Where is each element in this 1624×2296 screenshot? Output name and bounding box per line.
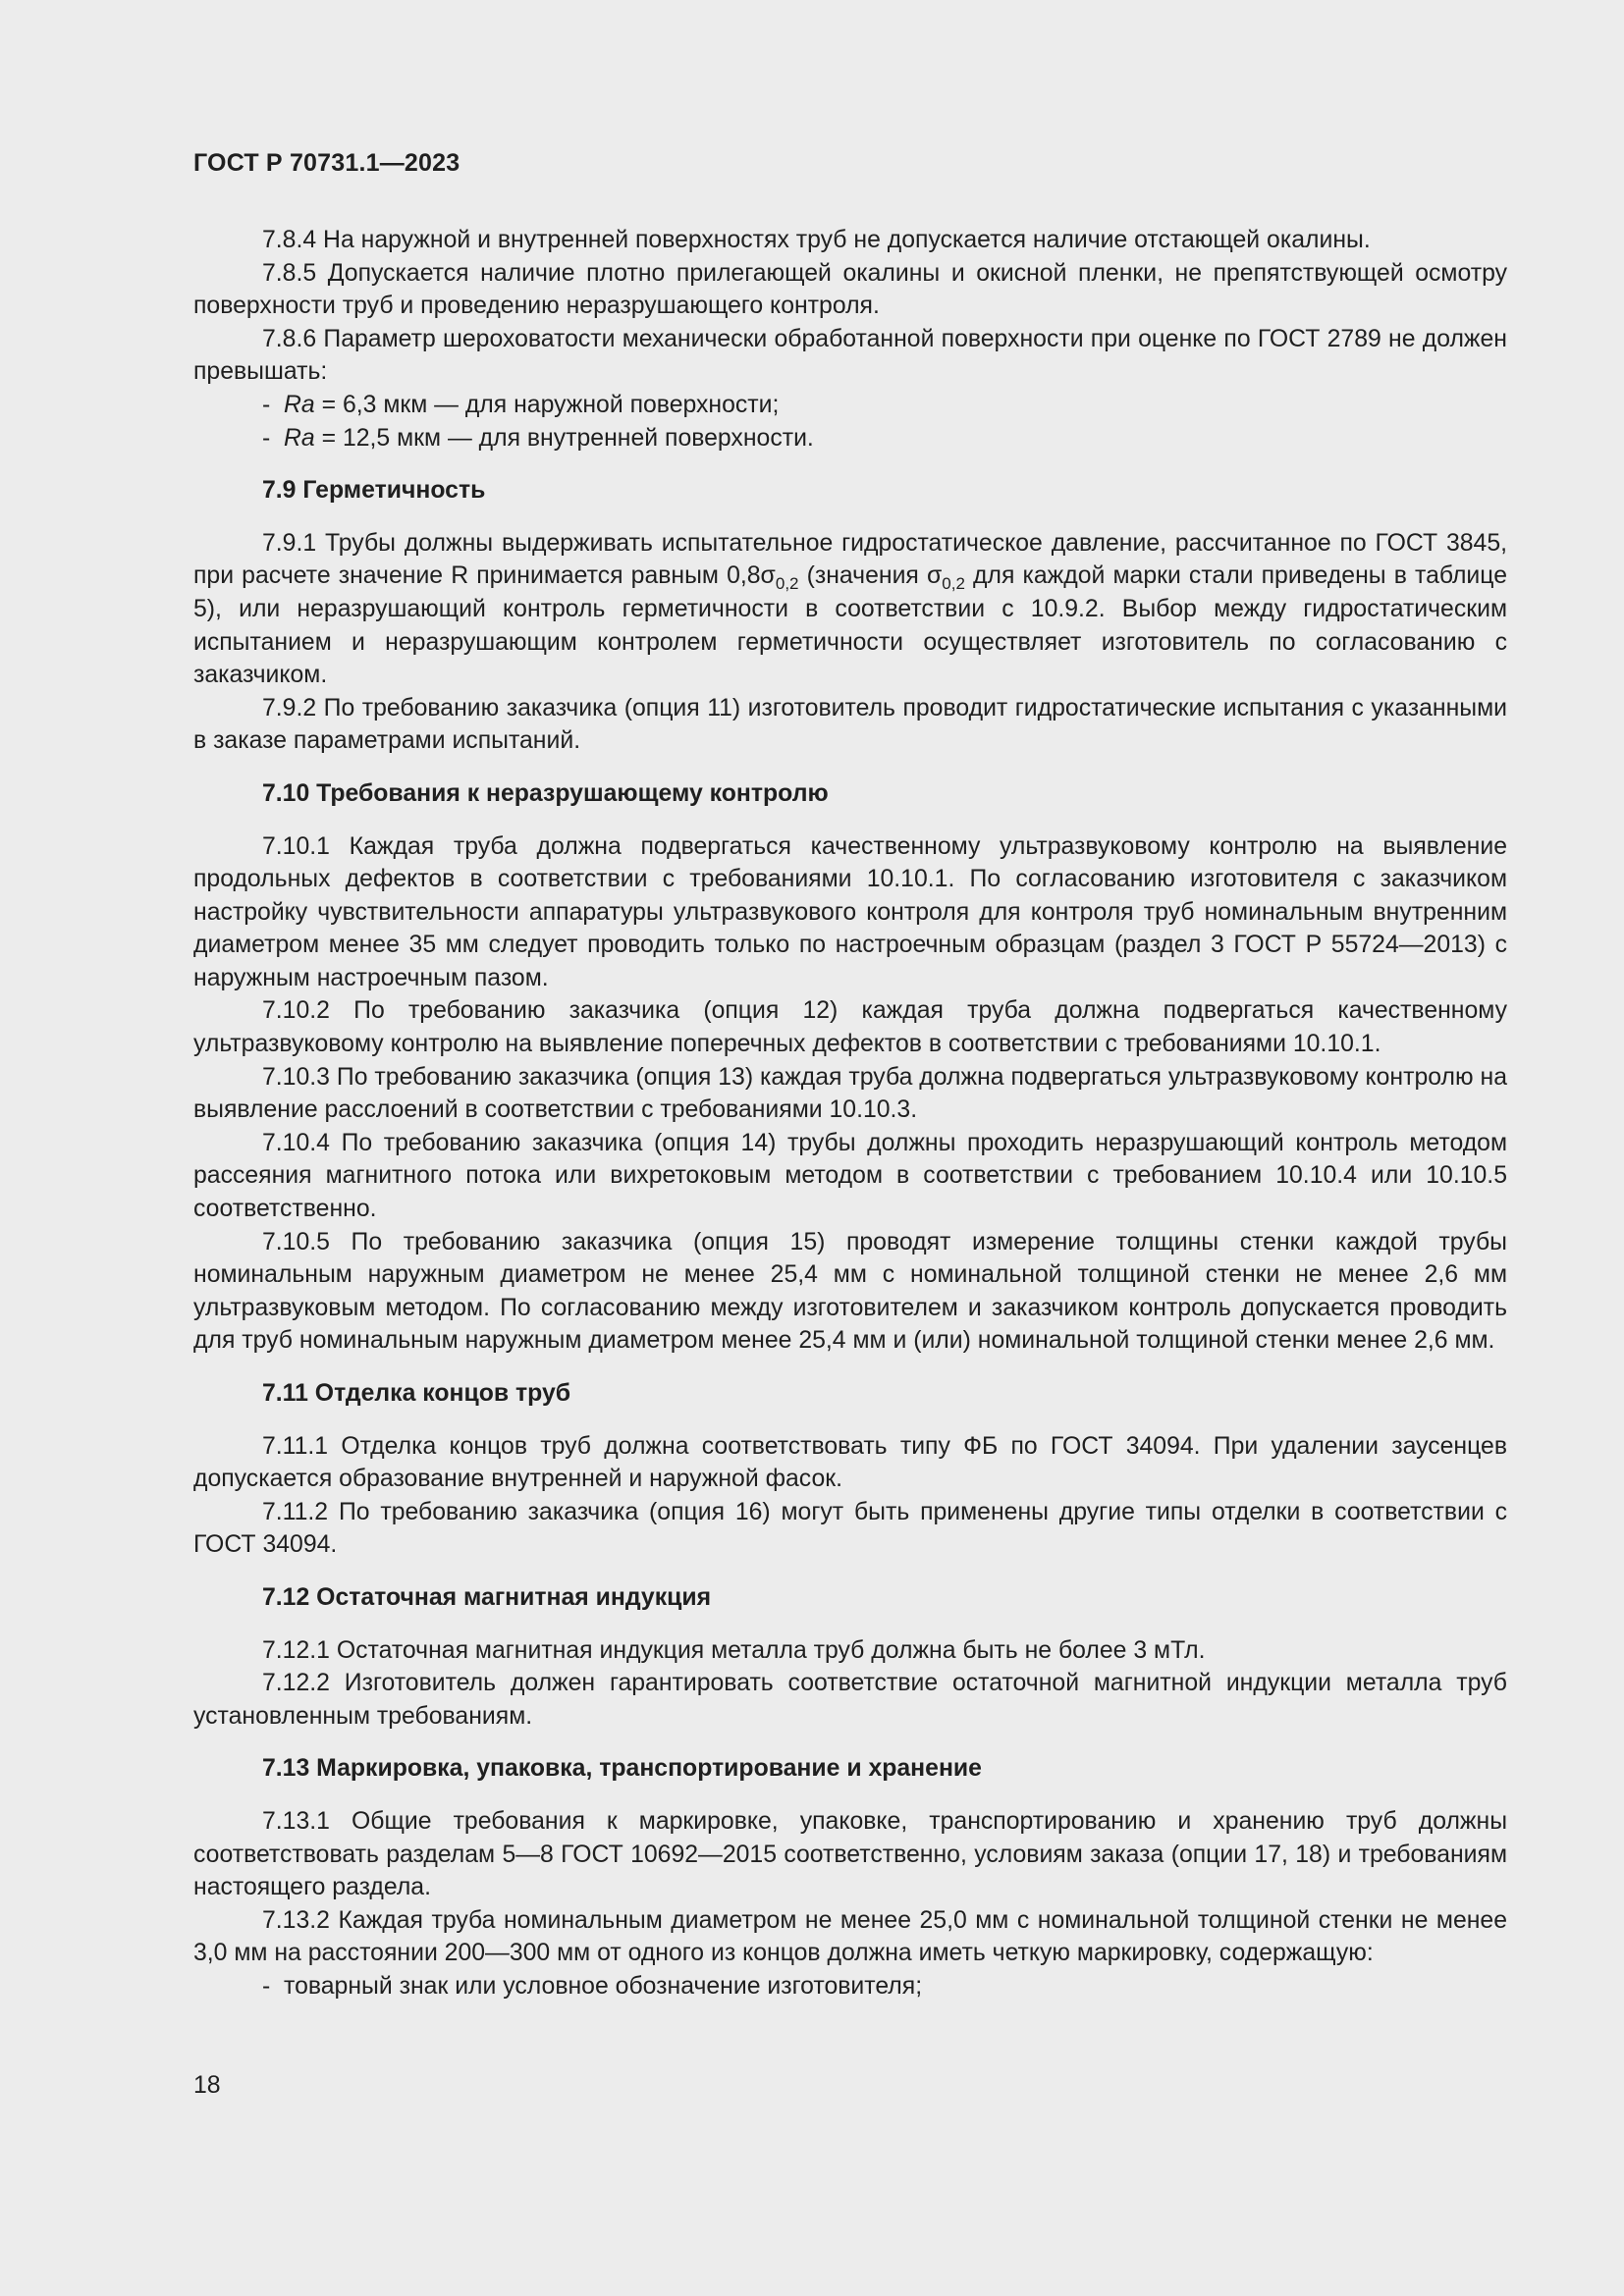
- paragraph-7-10-4: [193, 1127, 1507, 1226]
- document-body: [193, 224, 1507, 2003]
- list-item-text: товарный знак или условное обозначение изготовителя;: [284, 1972, 923, 2000]
- clause-number: 7.8.5: [262, 259, 317, 287]
- section-heading-7-9: 7.9 Герметичность: [262, 477, 486, 505]
- clause-number: 7.11.2: [262, 1498, 329, 1525]
- paragraph-7-10-2: [193, 994, 1507, 1060]
- clause-number: 7.12.1: [262, 1636, 330, 1664]
- document-id-header: ГОСТ Р 70731.1—2023: [193, 149, 460, 177]
- clause-number: 7.13.2: [262, 1906, 330, 1934]
- paragraph-7-9-1: [193, 527, 1507, 692]
- clause-text: Каждая труба номинальным диаметром не менее 25,0 мм с номинальной толщиной стенки не менее 3,0 мм на расстоянии 200—300 мм от одного из концов должна иметь четкую маркировку, содержащую:: [193, 1906, 1508, 1967]
- clause-text: Допускается наличие плотно прилегающей окалины и окисной пленки, не препятствующей осмотру поверхности труб и проведению неразрушающего контроля.: [193, 259, 1507, 320]
- section-heading-7-13: 7.13 Маркировка, упаковка, транспортирование и хранение: [262, 1755, 982, 1783]
- paragraph-7-12-1: [193, 1634, 1507, 1668]
- clause-number: 7.9.2: [262, 694, 317, 721]
- clause-number: 7.9.1: [262, 529, 317, 557]
- clause-number: 7.11.1: [262, 1432, 329, 1460]
- paragraph-7-8-5: [193, 257, 1507, 323]
- roughness-symbol: Ra: [284, 391, 315, 418]
- clause-text: По требованию заказчика (опция 14) трубы должны проходить неразрушающий контроль методом рассеяния магнитного потока или вихретоковым методом в соответствии с требованием 10.10.4 или 10.10.5 соответственно.: [193, 1129, 1508, 1223]
- clause-number: 7.10.3: [262, 1063, 330, 1091]
- paragraph-7-8-6: [193, 323, 1507, 389]
- list-item: - Ra = 6,3 мкм — для наружной поверхности;: [262, 391, 780, 418]
- clause-text: По требованию заказчика (опция 13) каждая труба должна подвергаться ультразвуковому контролю на выявление расслоений в соответствии с требованиями 10.10.3.: [193, 1063, 1507, 1124]
- paragraph-7-10-5: [193, 1226, 1507, 1358]
- clause-number: 7.10.4: [262, 1129, 330, 1156]
- clause-text: По требованию заказчика (опция 11) изготовитель проводит гидростатические испытания с указанными в заказе параметрами испытаний.: [193, 694, 1507, 755]
- subscript: 0,2: [942, 574, 965, 594]
- clause-text: Отделка концов труб должна соответствовать типу ФБ по ГОСТ 34094. При удалении заусенцев допускается образование внутренней и наружной фасок.: [193, 1432, 1508, 1493]
- list-item: - Ra = 12,5 мкм — для внутренней поверхности.: [262, 424, 814, 452]
- paragraph-7-11-1: [193, 1430, 1507, 1496]
- paragraph-7-8-4: [193, 224, 1507, 257]
- clause-text: По требованию заказчика (опция 16) могут быть применены другие типы отделки в соответствии с ГОСТ 34094.: [193, 1498, 1508, 1559]
- clause-text: Изготовитель должен гарантировать соответствие остаточной магнитной индукции металла труб установленным требованиям.: [193, 1670, 1507, 1730]
- clause-text: для каждой марки стали приведены в таблице 5), или неразрушающий контроль герметичности в соответствии с 10.9.2. Выбор между гидростатическим испытанием и неразрушающим контролем герметичности осуществляет изготовитель по согласованию с заказчиком.: [193, 562, 1507, 689]
- clause-text: По требованию заказчика (опция 15) проводят измерение толщины стенки каждой трубы номинальным наружным диаметром не менее 25,4 мм с номинальной толщиной стенки не менее 2,6 мм ультразвуковым методом. По согласованию между изготовителем и заказчиком контроль допускается проводить для труб номинальным наружным диаметром менее 25,4 мм и (или) номинальной толщиной стенки менее 2,6 мм.: [193, 1228, 1507, 1355]
- clause-text: Параметр шероховатости механически обработанной поверхности при оценке по ГОСТ 2789 не должен превышать:: [193, 325, 1507, 386]
- paragraph-7-9-2: [193, 692, 1507, 758]
- clause-text: Общие требования к маркировке, упаковке, транспортированию и хранению труб должны соответствовать разделам 5—8 ГОСТ 10692—2015 соответственно, условиям заказа (опции 17, 18) и требованиям настоящего раздела.: [193, 1807, 1508, 1901]
- clause-text: (значения σ: [798, 562, 943, 590]
- clause-text: Каждая труба должна подвергаться качественному ультразвуковому контролю на выявление продольных дефектов в соответствии с требованиями 10.10.1. По согласованию изготовителя с заказчиком настройку чувствительности аппаратуры ультразвукового контроля для контроля труб номинальным внутренним диаметром менее 35 мм следует проводить только по настроечным образцам (раздел 3 ГОСТ Р 55724—2013) с наружным настроечным пазом.: [193, 832, 1507, 991]
- paragraph-7-10-1: [193, 830, 1507, 995]
- subscript: 0,2: [775, 574, 799, 594]
- clause-number: 7.10.2: [262, 997, 330, 1025]
- clause-number: 7.8.4: [262, 227, 317, 253]
- clause-number: 7.13.1: [262, 1807, 330, 1835]
- clause-text: Трубы должны выдерживать испытательное гидростатическое давление, рассчитанное по ГОСТ 3845, при расчете значение R принимается равным 0,8σ: [193, 529, 1507, 590]
- clause-text: Остаточная магнитная индукция металла труб должна быть не более 3 мТл.: [336, 1636, 1206, 1664]
- clause-text: По требованию заказчика (опция 12) каждая труба должна подвергаться качественному ультразвуковому контролю на выявление поперечных дефектов в соответствии с требованиями 10.10.1.: [193, 997, 1508, 1058]
- list-item-text: = 6,3 мкм — для наружной поверхности;: [314, 391, 780, 418]
- list-item: - товарный знак или условное обозначение изготовителя;: [262, 1972, 923, 2000]
- clause-number: 7.12.2: [262, 1670, 330, 1697]
- paragraph-7-12-2: [193, 1667, 1507, 1733]
- section-heading-7-12: 7.12 Остаточная магнитная индукция: [262, 1583, 712, 1611]
- list-item-text: = 12,5 мкм — для внутренней поверхности.: [314, 424, 814, 452]
- clause-text: На наружной и внутренней поверхностях труб не допускается наличие отстающей окалины.: [323, 227, 1371, 253]
- paragraph-7-10-3: [193, 1061, 1507, 1127]
- clause-number: 7.10.1: [262, 832, 330, 860]
- roughness-symbol: Ra: [284, 424, 315, 452]
- clause-number: 7.8.6: [262, 325, 317, 352]
- section-heading-7-11: 7.11 Отделка концов труб: [262, 1380, 571, 1407]
- clause-number: 7.10.5: [262, 1228, 330, 1255]
- paragraph-7-13-1: [193, 1805, 1507, 1904]
- section-heading-7-10: 7.10 Требования к неразрушающему контролю: [262, 779, 829, 807]
- paragraph-7-11-2: [193, 1496, 1507, 1562]
- paragraph-7-13-2: [193, 1904, 1507, 1970]
- page-number: 18: [193, 2072, 221, 2099]
